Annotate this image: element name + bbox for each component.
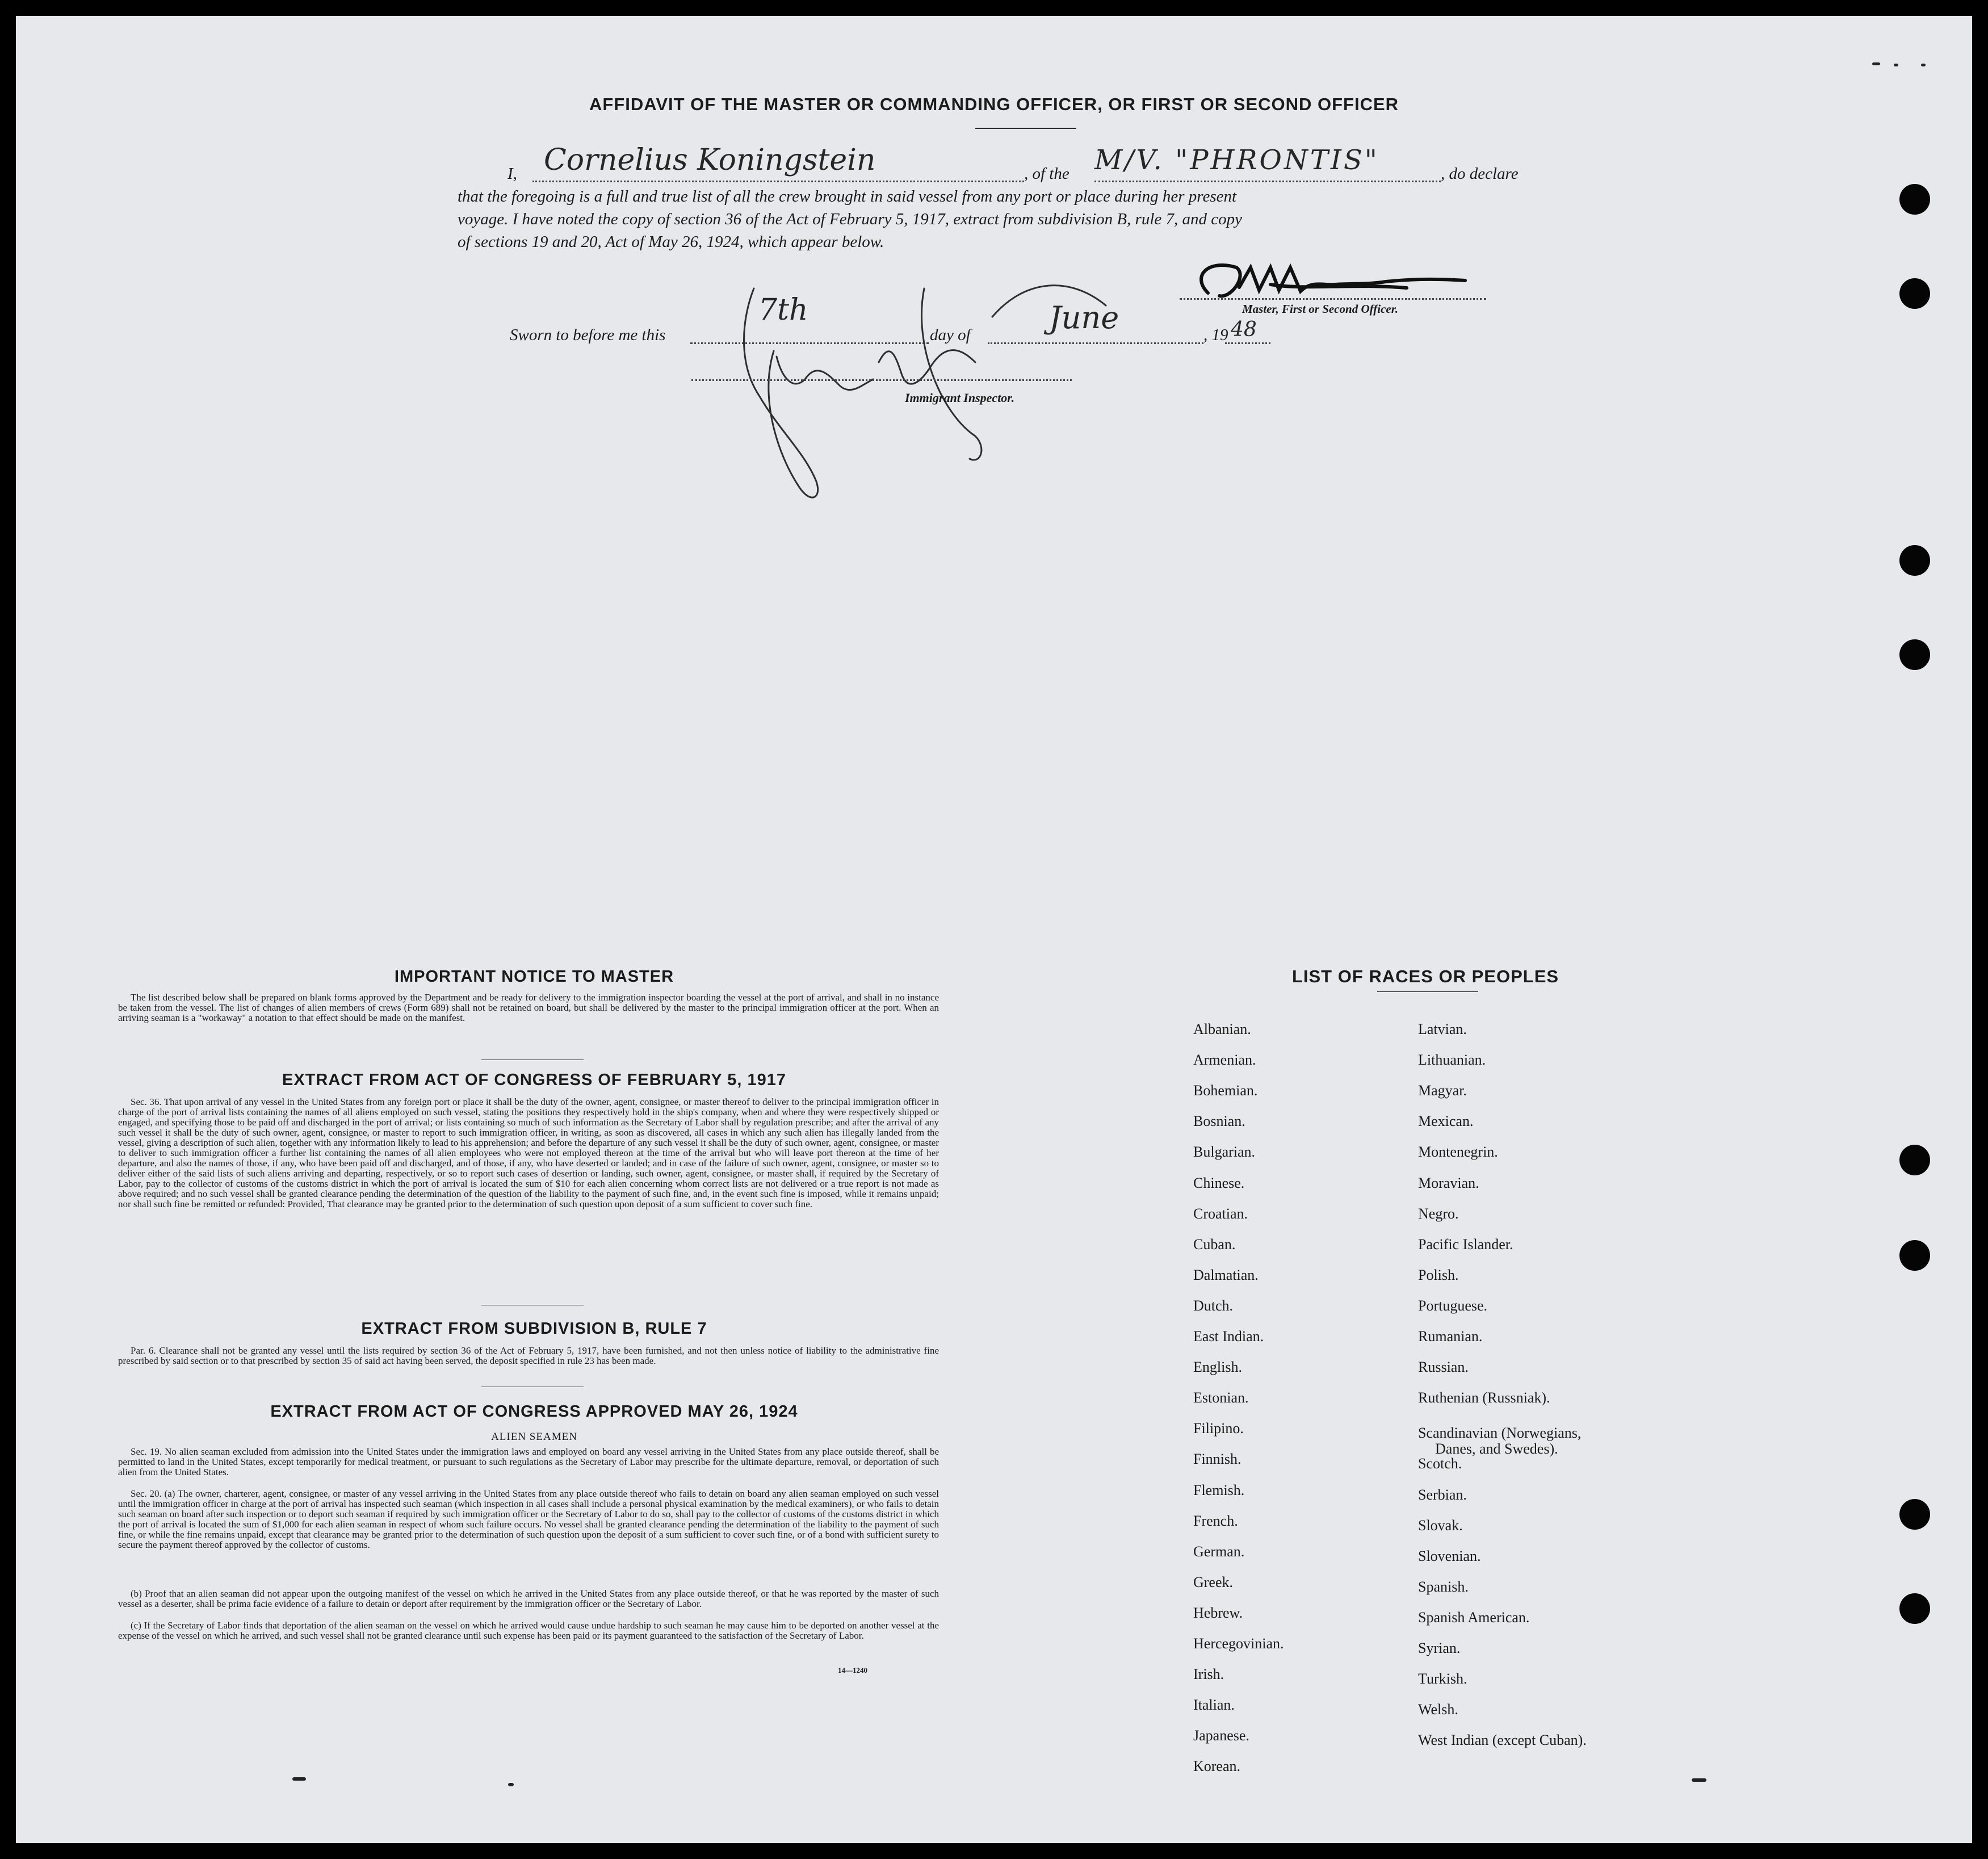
year-prefix: , 19 (1203, 326, 1228, 344)
punch-hole-2 (1899, 278, 1930, 309)
race-item: Negro. (1418, 1205, 1459, 1222)
race-item: Dutch. (1193, 1297, 1234, 1314)
race-item: Moravian. (1418, 1174, 1479, 1191)
race-item: French. (1193, 1512, 1238, 1529)
race-item: Russian. (1418, 1359, 1469, 1376)
race-item: Latvian. (1418, 1021, 1467, 1037)
sworn-day: 7th (758, 293, 808, 327)
extract-1924-sec19: Sec. 19. No alien seaman excluded from admission into the United States under the immigration laws and employed on board any vessel arriving in the United States from any place outside thereof, shall be permitted to land in the United States, except temporarily for medical treatment, or pursuant to such regulations as the Secretary of Labor may prescribe for the ultimate departure, removal, or deportation of such alien from the United States. (118, 1446, 939, 1477)
master-name: Cornelius Koningstein (544, 143, 876, 177)
form-number: 14—1240 (838, 1666, 867, 1674)
affidavit-prefix: I, (508, 165, 517, 183)
extract-1917-title: EXTRACT FROM ACT OF CONGRESS OF FEBRUARY 5, 1917 (282, 1071, 787, 1089)
speck (1872, 62, 1880, 65)
race-item: Scotch. (1418, 1455, 1462, 1472)
race-item: Japanese. (1193, 1727, 1249, 1744)
race-item: Hebrew. (1193, 1604, 1243, 1621)
speck (1894, 64, 1898, 66)
inspector-caption: Immigrant Inspector. (905, 391, 1015, 405)
vessel-name: M/V. "PHRONTIS" (1094, 144, 1379, 176)
affidavit-line-3: voyage. I have noted the copy of section 36 of the Act of February 5, 1917, extract from subdivision B, rule 7, and copy (458, 210, 1243, 228)
race-item: Lithuanian. (1418, 1052, 1486, 1069)
race-item: Montenegrin. (1418, 1144, 1498, 1161)
race-item: West Indian (except Cuban). (1418, 1732, 1587, 1749)
punch-hole-7 (1899, 1499, 1930, 1530)
extract-1924-subtitle: ALIEN SEAMEN (491, 1431, 577, 1443)
master-caption: Master, First or Second Officer. (1242, 302, 1398, 316)
extract-1924-sec20a: Sec. 20. (a) The owner, charterer, agent, consignee, or master of any vessel arriving in the United States from any place outside thereof who fails to detain on board any alien seaman employed on such vessel until the immigration officer in charge at the port of arrival has inspected such seaman (which inspection in all cases shall include a personal physical examination by the medical examiners), or who fails to detain such seaman on board after such inspection or to deport such seaman if required by such immigration officer or the Secretary of Labor to do so, shall pay to the collector of customs of the customs district in which the port of arrival is located the sum of $1,000 for each alien seaman in respect of whom such failure occurs. No vessel shall be granted clearance pending the determination of the liability to the payment of such fine, or while the fine remains unpaid, except that clearance may be granted prior to the determination of such question upon the deposit of a sum sufficient to cover such fine, or of a bond with sufficient surety to secure the payment thereof approved by the collector of customs. (118, 1488, 939, 1550)
punch-hole-1 (1899, 184, 1930, 215)
race-item: Portuguese. (1418, 1297, 1488, 1314)
master-signature-line (1180, 298, 1486, 300)
race-item: Slovak. (1418, 1517, 1463, 1534)
race-item: Bohemian. (1193, 1082, 1258, 1099)
extract-1917-body: Sec. 36. That upon arrival of any vessel in the United States from any foreign port or place it shall be the duty of the owner, agent, consignee, or master thereof to deliver to the principal immigration officer in charge of the port of arrival lists containing the names of all aliens employed on such vessel, stating the positions they respectively hold in the ship's company, when and where they were respectively shipped or engaged, and specifying those to be paid off and discharged in the port of arrival; or lists containing so much of such information as the Secretary of Labor shall by regulation prescribe; and after the arrival of any such vessel it shall be the duty of such owner, agent, consignee, or master to report to such immigration officer, in writing, as soon as discovered, all cases in which any such alien has illegally landed from the vessel, giving a description of such alien, together with any information likely to lead to his apprehension; and before the departure of any such vessel it shall be the duty of such owner, agent, consignee, or master to deliver to such immigration officer a further list containing the names of all alien employees who were not employed thereon at the time of the arrival but who will leave port thereon at the time of her departure, and also the names of those, if any, who have been paid off and discharged, and of those, if any, who have deserted or landed; and in case of the failure of such owner, agent, consignee, or master so to deliver either of the said lists of such aliens arriving and departing, respectively, or so to report such cases of desertion or landing, such owner, agent, consignee, or master shall, if required by the Secretary of Labor, pay to the collector of customs of the customs district in which the port of arrival is located the sum of $10 for each alien concerning whom correct lists are not delivered or a true report is not made as above required; and no such vessel shall be granted clearance pending the determination of the question of the liability to the payment of such fine, and, in the event such fine is imposed, while it remains unpaid; nor shall such fine be remitted or refunded: Provided, That clearance may be granted prior to the determination of such question upon deposit of a sum sufficient to cover such fine. (118, 1096, 939, 1209)
speck (508, 1783, 514, 1786)
extract-1924-title: EXTRACT FROM ACT OF CONGRESS APPROVED MAY 26, 1924 (270, 1402, 798, 1421)
affidavit-line-4: of sections 19 and 20, Act of May 26, 1924, which appear below. (458, 233, 884, 251)
extract-1924-sec20c: (c) If the Secretary of Labor finds that deportation of the alien seaman on the vessel on which he arrived would cause undue hardship to such seaman he may cause him to be deported on another vessel at the expense of the vessel on which he arrived, and such vessel shall not be granted clearance until such expense has been paid or its payment guaranteed to the satisfaction of the Secretary of Labor. (118, 1620, 939, 1641)
punch-hole-8 (1899, 1593, 1930, 1624)
race-item: East Indian. (1193, 1328, 1264, 1345)
race-item: Polish. (1418, 1266, 1459, 1283)
race-item: Albanian. (1193, 1021, 1251, 1037)
race-item: Hercegovinian. (1193, 1635, 1284, 1652)
speck (1921, 64, 1926, 66)
sworn-prefix: Sworn to before me this (510, 326, 666, 344)
race-item: Syrian. (1418, 1640, 1461, 1656)
declare-text: , do declare (1441, 165, 1519, 183)
race-item: Magyar. (1418, 1082, 1467, 1099)
race-item: Ruthenian (Russniak). (1418, 1389, 1550, 1406)
race-item: Filipino. (1193, 1420, 1244, 1437)
extract-1924-sec20b: (b) Proof that an alien seaman did not appear upon the outgoing manifest of the vessel on which he arrived in the United States from any place outside thereof, or that he was reported by the master of such vessel as a deserter, shall be prima facie evidence of a failure to detain or deport after requirement by the immigration officer or the Secretary of Labor. (118, 1588, 939, 1609)
races-title: LIST OF RACES OR PEOPLES (1291, 966, 1559, 986)
affidavit-line-2: that the foregoing is a full and true list of all the crew brought in said vessel from any port or place during her present (458, 187, 1237, 206)
race-item: Finnish. (1193, 1451, 1242, 1468)
race-item: Dalmatian. (1193, 1266, 1259, 1283)
race-item: Rumanian. (1418, 1328, 1483, 1345)
race-item: Spanish American. (1418, 1609, 1530, 1626)
name-line (532, 181, 1024, 182)
race-item: Turkish. (1418, 1670, 1467, 1688)
race-item: English. (1193, 1359, 1242, 1376)
race-item: Korean. (1193, 1758, 1241, 1775)
of-the-text: , of the (1024, 165, 1070, 183)
vessel-line (1094, 181, 1441, 182)
race-item: Armenian. (1193, 1052, 1256, 1069)
race-item: Spanish. (1418, 1578, 1469, 1595)
punch-hole-5 (1899, 1145, 1930, 1175)
notice-body: The list described below shall be prepared on blank forms approved by the Department and be ready for delivery to the immigration inspector boarding the vessel at the port of arrival, and shall in no instance be taken from the vessel. The list of changes of alien members of crews (Form 689) shall not be retained on board, but shall be delivered by the master to the principal immigration officer at the port. When an arriving seaman is a "workaway" a notation to that effect should be made on the manifest. (118, 992, 939, 1023)
year-line (1225, 342, 1270, 344)
race-item: Bulgarian. (1193, 1144, 1256, 1161)
extract-rule7-body: Par. 6. Clearance shall not be granted any vessel until the lists required by section 36 of the Act of February 5, 1917, have been furnished, and not then unless notice of liability to the administrative fine prescribed by said section or to that prescribed by section 35 of said act having been served, the deposit specified in rule 23 has been made. (118, 1345, 939, 1366)
race-item: German. (1193, 1543, 1245, 1560)
race-item: Italian. (1193, 1697, 1235, 1714)
title-divider (975, 128, 1076, 129)
race-item: Cuban. (1193, 1236, 1236, 1253)
punch-hole-4 (1899, 639, 1930, 670)
race-item: Mexican. (1418, 1113, 1474, 1130)
notice-title: IMPORTANT NOTICE TO MASTER (394, 968, 674, 986)
affidavit-title: AFFIDAVIT OF THE MASTER OR COMMANDING OFFICER, OR FIRST OR SECOND OFFICER (589, 94, 1399, 114)
document-page (16, 16, 1972, 1843)
punch-hole-3 (1899, 545, 1930, 576)
race-item: Slovenian. (1418, 1547, 1481, 1564)
race-item: Danes, and Swedes). (1435, 1441, 1558, 1458)
races-divider (1377, 991, 1478, 992)
race-item: Chinese. (1193, 1174, 1245, 1191)
race-item: Irish. (1193, 1666, 1224, 1683)
race-item: Estonian. (1193, 1389, 1249, 1406)
race-item: Serbian. (1418, 1486, 1467, 1503)
race-item: Flemish. (1193, 1481, 1245, 1498)
speck (292, 1777, 306, 1781)
punch-hole-6 (1899, 1240, 1930, 1271)
race-item: Welsh. (1418, 1701, 1458, 1718)
year-suffix: 48 (1231, 318, 1257, 341)
sworn-month: June (1049, 300, 1119, 336)
inspector-signature (674, 266, 1129, 510)
day-of-text: day of (930, 326, 971, 344)
inspector-signature-line (691, 379, 1072, 381)
race-item: Pacific Islander. (1418, 1236, 1513, 1253)
race-item: Scandinavian (Norwegians, (1418, 1425, 1582, 1442)
speck (1692, 1778, 1706, 1782)
race-item: Greek. (1193, 1573, 1234, 1590)
race-item: Bosnian. (1193, 1113, 1245, 1130)
extract-rule7-title: EXTRACT FROM SUBDIVISION B, RULE 7 (361, 1320, 707, 1338)
race-item: Croatian. (1193, 1205, 1248, 1222)
